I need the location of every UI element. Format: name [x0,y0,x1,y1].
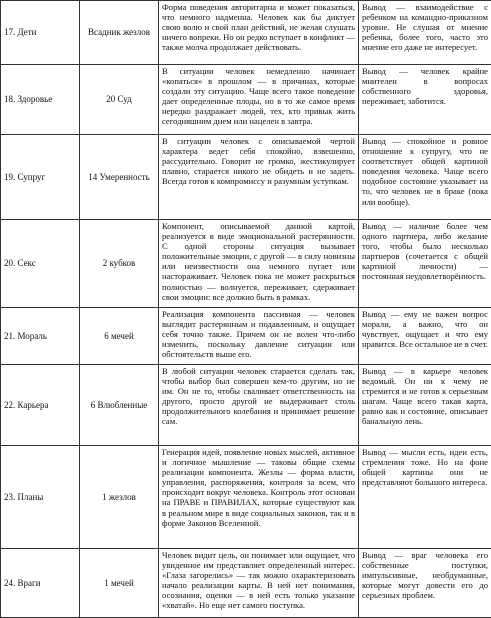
row-card: 6 мечей [80,308,159,365]
table-row [1,446,491,549]
row-card: 20 Суд [80,65,159,135]
row-card: 14 Умеренность [80,135,159,220]
row-name: 22. Карьера [1,365,80,446]
row-conclusion: Вывод — человек крайне мнителен в вопросах собственного здоровья, переживает, заботится. [359,65,491,135]
row-card: 2 кубков [80,220,159,308]
row-card: Всадник жезлов [80,1,159,65]
row-description: Генерация идей, появление новых мыслей, активное и логичное мышление — таковы общие схемы реализации компонента. Жезлы — форма власти, управления, распоряжения, контроля за всем, что происходит вокруг человека. Контроль этот основан на ПРАВЕ и ПРАВИЛАХ, которые существуют как в реальном мире в виде социальных законов, так и в форме Законов Вселенной. [159,446,359,549]
row-description: Компонент, описываемой данной картой, реализуется в виде эмоциональной растерянности. С одной стороны ситуация вызывает положительные эмоции, с другой — в силу новизны или неизвестности она немного пугает или настораживает. Человек пока не может раскрыться полностью — волнуется, переживает, сдерживает свои эмоции: все должно быть в рамках. [159,220,359,308]
row-conclusion: Вывод — враг человека его собственные поступки, импульсивные, необдуманные, которые могут довести его до серьезных проблем. [359,549,491,618]
table-row [1,365,491,446]
row-description: Человек видит цель, он понимает или ощущает, что увиденное им представляет определенный интерес. «Глаза загорелись» — так можно охарактеризовать начало реализации карты. В ней нет понимания, осознания, оценки — в ней есть только указание «хватай». Но еще нет самого поступка. [159,549,359,618]
row-description: Форма поведения авторитарна и может показаться, что немного надменна. Человек как бы диктует свою волю и свой план действий, не желая слушать ничего вопреки. Но он редко вступает в конфликт — также молча продолжает действовать. [159,1,359,65]
row-description: В ситуации человек немедленно начинает «копаться» в прошлом — в причинах, которые создали эту ситуацию. Чаще всего такое поведение дает определенные плоды, но в то же самое время нередко раздражает людей, тех, кто привык жить сегодняшним днем или нацелен в завтра. [159,65,359,135]
table-row [1,65,491,135]
row-name: 24. Враги [1,549,80,618]
row-conclusion: Вывод — мысли есть, идеи есть, стремления тоже. Но на фоне общей картины они не представляют большого интереса. [359,446,491,549]
row-conclusion: Вывод — спокойное и ровное отношение к супругу, что не соответствует общей картиной поведения человека. Чаще всего подобное состояние указывает на то, что человек не в браке (пока или вообще). [359,135,491,220]
row-name: 18. Здоровье [1,65,80,135]
table-row [1,308,491,365]
row-card: 1 мечей [80,549,159,618]
row-name: 19. Супруг [1,135,80,220]
table-row [1,220,491,308]
row-card: 6 Влюбленные [80,365,159,446]
row-description: Реализация компонента пассивная — человек выглядит растерянным и подавленным, и ощущает себя точно также. Причем он не волен что-либо изменить, поскольку давление ситуации или обстоятельств выше его. [159,308,359,365]
row-description: В ситуации человек с описываемой чертой характера ведет себя спокойно, взвешенно, рассудительно. Говорит не громко, жестикулирует плавно, старается никого не обидеть и не задеть. Всегда готов к компромиссу и разумным уступкам. [159,135,359,220]
row-conclusion: Вывод — наличие более чем одного партнера, либо желание того, чтобы было несколько партнеров (сочетается с общей картиной личности) — постоянная неудовлетворённость. [359,220,491,308]
table-row [1,1,491,65]
row-name: 23. Планы [1,446,80,549]
row-name: 21. Мораль [1,308,80,365]
row-description: В любой ситуации человек старается сделать так, чтобы выбор был совершен кем-то другим, но не им. Он не то, чтобы сваливает ответственность на другого, просто другой не выдерживает столь продолжительного колебания и принимает решение сам. [159,365,359,446]
row-conclusion: Вывод — взаимодействие с ребенком на командно-приказном уровне. Не слушая от мнение ребенка, более того, часто это мнение его даже не интересует. [359,1,491,65]
table-row [1,135,491,220]
row-name: 17. Дети [1,1,80,65]
row-name: 20. Секс [1,220,80,308]
row-card: 1 жезлов [80,446,159,549]
table-row [1,549,491,618]
row-conclusion: Вывод — в карьере человек ведомый. Он ни к чему не стремится и не готов к серьезным шагам. Чаще всего такая карта, равно как и состояние, описывает банальную лень. [359,365,491,446]
row-conclusion: Вывод — ему не важен вопрос морали, а важно, что он чувствует, ощущает и что ему нравится. Все остальное не в счет. [359,308,491,365]
